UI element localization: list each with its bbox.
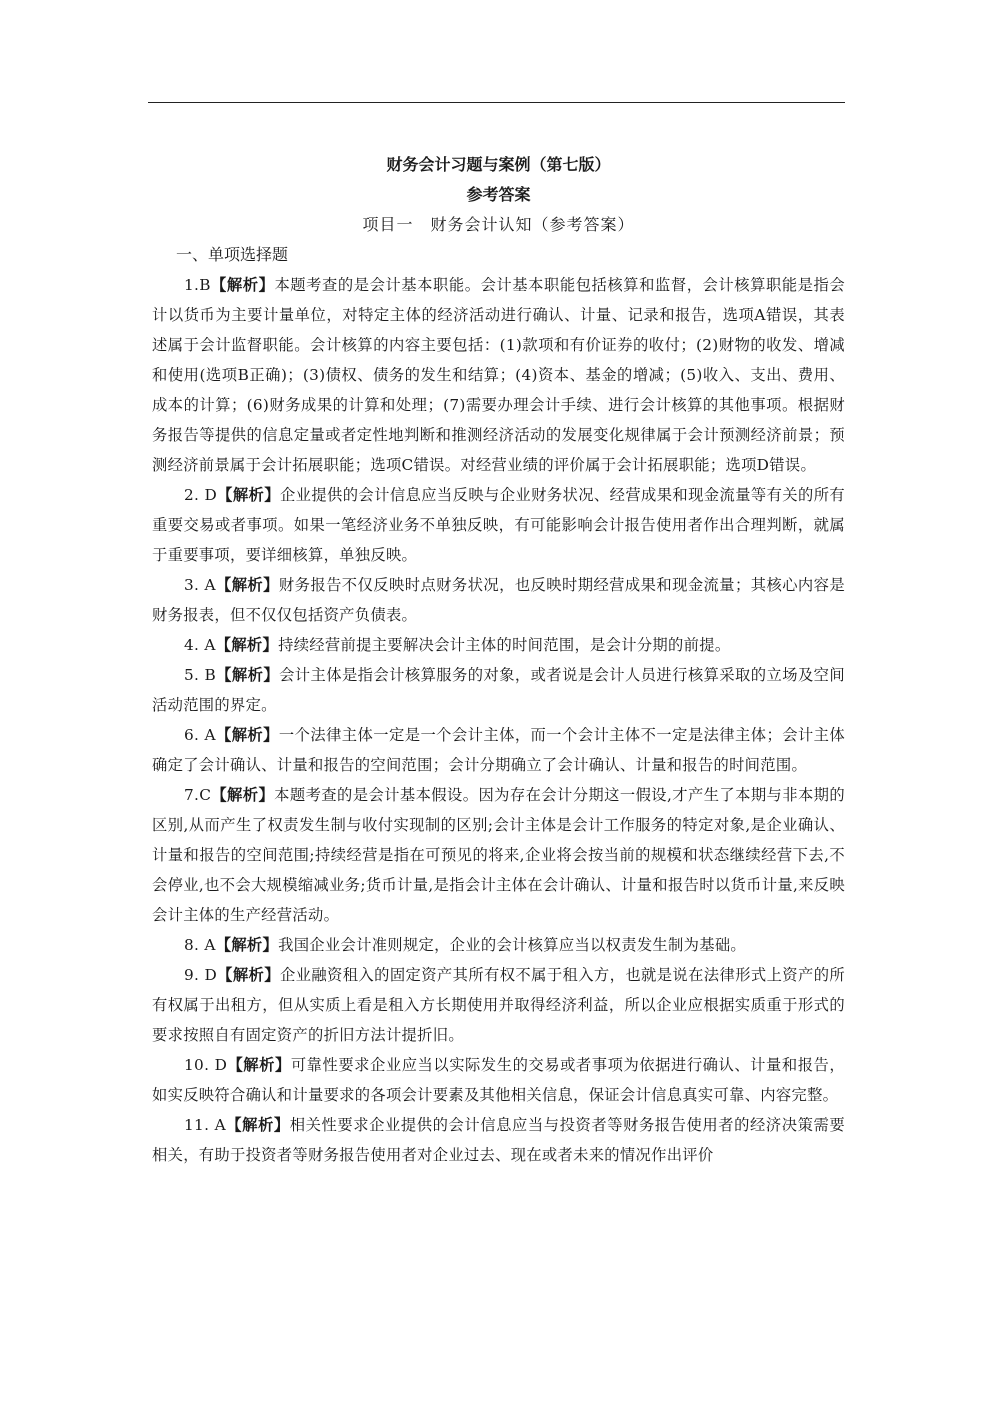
answer-item: 11. A【解析】相关性要求企业提供的会计信息应当与投资者等财务报告使用者的经济决策需要相关，有助于投资者等财务报告使用者对企业过去、现在或者未来的情况作出评价: [152, 1116, 845, 1164]
header-rule: [148, 102, 845, 103]
answer-item: 5. B【解析】会计主体是指会计核算服务的对象，或者说是会计人员进行核算采取的立场及空间活动范围的界定。: [152, 666, 845, 714]
project-title: 项目一 财务会计认知（参考答案）: [362, 215, 635, 234]
answer-item: 6. A【解析】一个法律主体一定是一个会计主体，而一个会计主体不一定是法律主体；会计主体确定了会计确认、计量和报告的空间范围；会计分期确立了会计确认、计量和报告的时间范围。: [152, 726, 845, 774]
doc-title: 参考答案: [466, 185, 531, 204]
answer-item: 8. A【解析】我国企业会计准则规定，企业的会计核算应当以权责发生制为基础。: [184, 936, 747, 954]
answer-item: 3. A【解析】财务报告不仅反映时点财务状况，也反映时期经营成果和现金流量；其核心内容是财务报表，但不仅仅包括资产负债表。: [152, 576, 845, 624]
answer-item: 2. D【解析】企业提供的会计信息应当反映与企业财务状况、经营成果和现金流量等有关的所有重要交易或者事项。如果一笔经济业务不单独反映，有可能影响会计报告使用者作出合理判断，就属于重要事项，要详细核算，单独反映。: [152, 486, 846, 564]
section-heading: 一、单项选择题: [176, 245, 289, 264]
book-title: 财务会计习题与案例（第七版）: [386, 155, 611, 174]
answer-item: 7.C【解析】本题考查的是会计基本假设。因为存在会计分期这一假设,才产生了本期与非本期的区别,从而产生了权责发生制与收付实现制的区别;会计主体是会计工作服务的特定对象,是企业确认、计量和报告的空间范围;持续经营是指在可预见的将来,企业将会按当前的规模和状态继续经营下去,不会停业,也不会大规模缩减业务;货币计量,是指会计主体在会计确认、计量和报告时以货币计量,来反映会计主体的生产经营活动。: [152, 786, 845, 924]
answer-item: 10. D【解析】可靠性要求企业应当以实际发生的交易或者事项为依据进行确认、计量和报告，如实反映符合确认和计量要求的各项会计要素及其他相关信息，保证会计信息真实可靠、内容完整。: [152, 1056, 845, 1104]
answer-item: 9. D【解析】企业融资租入的固定资产其所有权不属于租入方，也就是说在法律形式上资产的所有权属于出租方，但从实质上看是租入方长期使用并取得经济利益，所以企业应根据实质重于形式的要求按照自有固定资产的折旧方法计提折旧。: [152, 966, 846, 1044]
document-body: [152, 150, 845, 1170]
answer-item: 1.B【解析】本题考查的是会计基本职能。会计基本职能包括核算和监督，会计核算职能是指会计以货币为主要计量单位，对特定主体的经济活动进行确认、计量、记录和报告，选项A错误，其表述属于会计监督职能。会计核算的内容主要包括：(1)款项和有价证券的收付；(2)财物的收发、增减和使用(选项B正确)；(3)债权、债务的发生和结算；(4)资本、基金的增减；(5)收入、支出、费用、成本的计算；(6)财务成果的计算和处理；(7)需要办理会计手续、进行会计核算的其他事项。根据财务报告等提供的信息定量或者定性地判断和推测经济活动的发展变化规律属于会计预测经济前景；预测经济前景属于会计拓展职能；选项C错误。对经营业绩的评价属于会计拓展职能；选项D错误。: [152, 276, 845, 474]
answer-item: 4. A【解析】持续经营前提主要解决会计主体的时间范围，是会计分期的前提。: [184, 636, 731, 654]
